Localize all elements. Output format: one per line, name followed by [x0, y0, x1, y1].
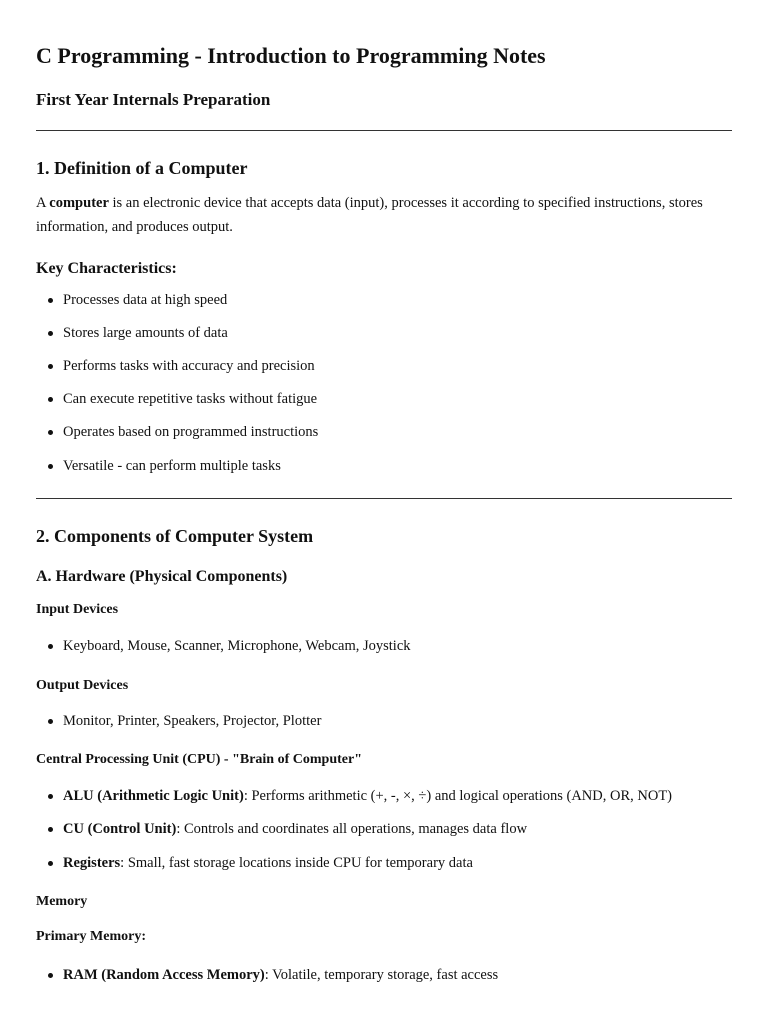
list-item: Stores large amounts of data — [63, 323, 733, 343]
list-item: Processes data at high speed — [63, 290, 733, 310]
primary-memory-heading: Primary Memory: — [36, 929, 146, 944]
list-item: CU (Control Unit): Controls and coordinates all operations, manages data flow — [63, 819, 733, 839]
list-item: Can execute repetitive tasks without fatigue — [63, 389, 733, 409]
output-devices-heading: Output Devices — [36, 678, 129, 693]
list-item: RAM (Random Access Memory): Volatile, temporary storage, fast access — [63, 965, 733, 985]
section-heading-definition: 1. Definition of a Computer — [36, 158, 248, 178]
document-title: C Programming - Introduction to Programming Notes — [36, 43, 546, 68]
memory-heading: Memory — [36, 894, 88, 909]
cpu-heading: Central Processing Unit (CPU) - "Brain of Computer" — [36, 752, 362, 767]
divider — [36, 130, 732, 131]
list-item: Performs tasks with accuracy and precision — [63, 356, 733, 376]
definition-term: computer — [49, 195, 109, 211]
section-heading-components: 2. Components of Computer System — [36, 526, 314, 546]
list-item: Registers: Small, fast storage locations inside CPU for temporary data — [63, 853, 733, 873]
list-item: Operates based on programmed instructions — [63, 422, 733, 442]
divider — [36, 498, 732, 499]
list-item: Monitor, Printer, Speakers, Projector, Plotter — [63, 711, 733, 731]
list-item: Keyboard, Mouse, Scanner, Microphone, Webcam, Joystick — [63, 636, 733, 656]
list-item: Versatile - can perform multiple tasks — [63, 456, 733, 476]
input-devices-heading: Input Devices — [36, 602, 119, 617]
list-item: ALU (Arithmetic Logic Unit): Performs arithmetic (+, -, ×, ÷) and logical operations (AND, OR, NOT) — [63, 786, 733, 806]
hardware-heading: A. Hardware (Physical Components) — [36, 568, 288, 585]
document-subtitle: First Year Internals Preparation — [36, 90, 271, 109]
definition-paragraph: A computer is an electronic device that accepts data (input), processes it according to specified instructions, stores information, and produces output. — [36, 195, 703, 235]
characteristics-heading: Key Characteristics: — [36, 260, 177, 277]
